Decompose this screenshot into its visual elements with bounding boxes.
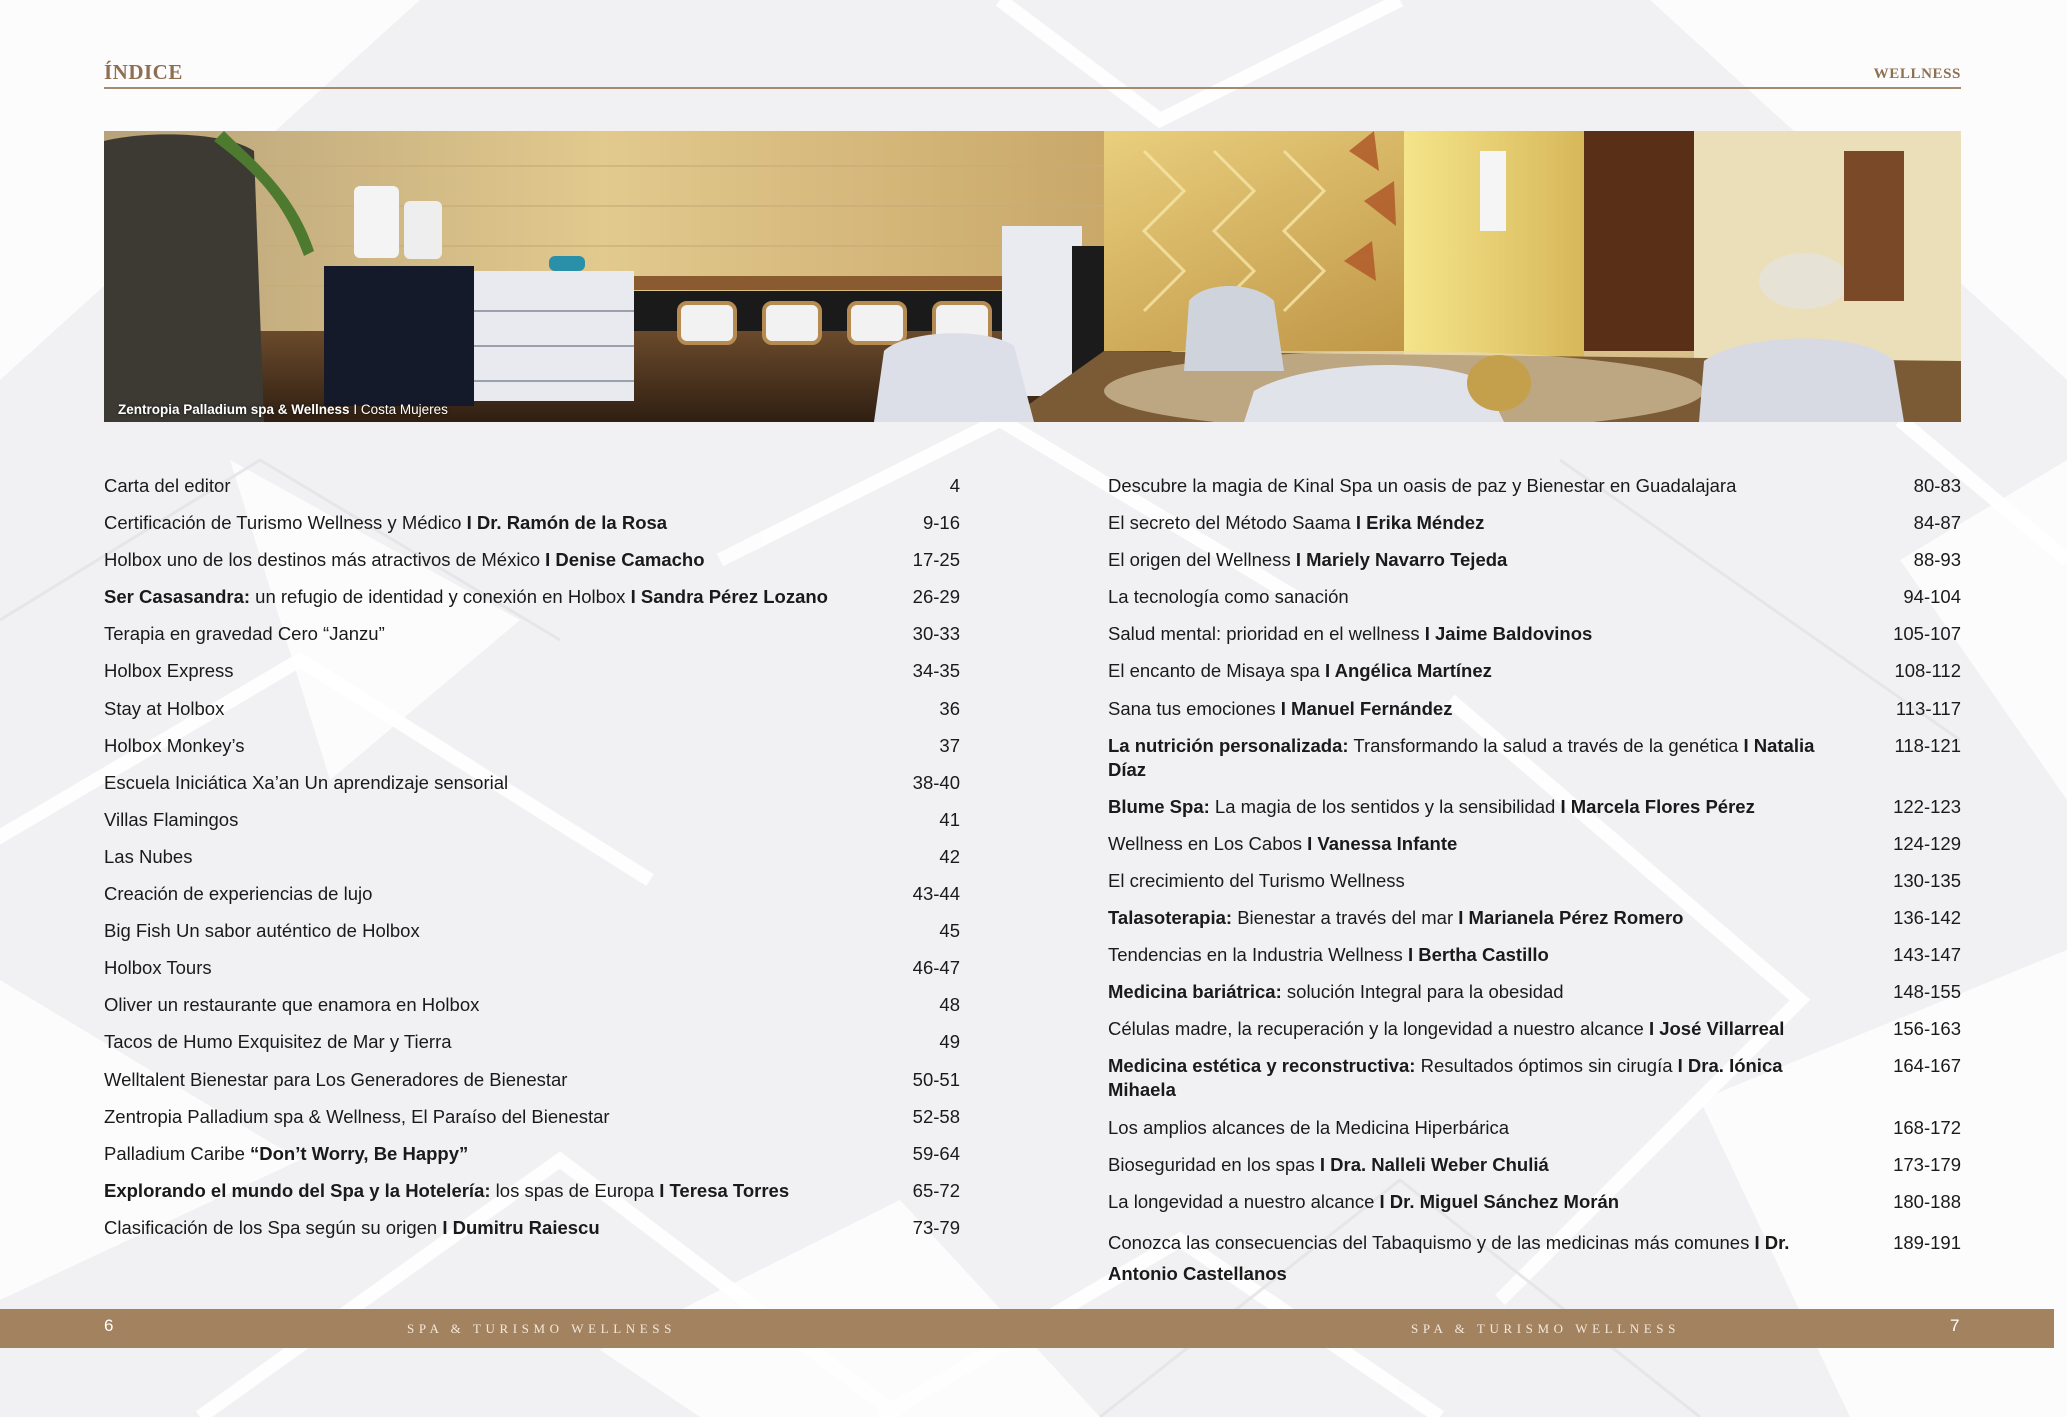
toc-entry-title	[104, 993, 960, 1017]
toc-entry[interactable]	[104, 1030, 960, 1054]
toc-entry-highlight: Medicina estética y reconstructiva:	[1108, 1055, 1416, 1077]
toc-entry-pages: 124-129	[1893, 832, 1961, 854]
toc-entry-text: Palladium Caribe	[104, 1142, 251, 1164]
toc-entry[interactable]	[1108, 869, 1961, 893]
toc-entry-text: La tecnología como sanación	[1108, 586, 1349, 608]
toc-entry-highlight: I Bertha Castillo	[1407, 944, 1549, 966]
toc-entry-title	[1108, 659, 1961, 683]
toc-entry-highlight: Ser Casasandra:	[104, 586, 251, 608]
toc-entry[interactable]	[104, 919, 960, 943]
toc-entry-title	[1108, 734, 1961, 782]
toc-entry-pages: 130-135	[1893, 869, 1961, 891]
toc-entry-text: Clasificación de los Spa según su origen	[104, 1216, 443, 1238]
toc-entry-title	[104, 474, 960, 498]
toc-entry-text: Certificación de Turismo Wellness y Médico	[104, 512, 467, 534]
toc-entry-title	[1108, 1116, 1961, 1140]
toc-entry-text: Zentropia Palladium spa & Wellness, El Paraíso del Bienestar	[104, 1105, 610, 1127]
toc-entry-pages: 108-112	[1894, 660, 1961, 682]
toc-entry-text: El origen del Wellness	[1108, 549, 1296, 571]
toc-entry[interactable]	[104, 474, 960, 498]
section-label: WELLNESS	[1873, 66, 1961, 82]
toc-entry-highlight: I Dr. Ramón de la Rosa	[466, 512, 668, 534]
toc-entry-text: Salud mental: prioridad en el wellness	[1108, 623, 1425, 645]
toc-entry-pages: 34-35	[912, 660, 960, 682]
toc-entry-highlight: I José Villarreal	[1648, 1018, 1785, 1040]
toc-entry-pages: 105-107	[1893, 623, 1961, 645]
page-number-right: 7	[1950, 1316, 1960, 1335]
toc-entry[interactable]	[1108, 1116, 1961, 1140]
toc-entry-text: Tacos de Humo Exquisitez de Mar y Tierra	[104, 1031, 452, 1053]
toc-entry[interactable]	[104, 1105, 960, 1129]
toc-entry-text: Tendencias en la Industria Wellness	[1108, 944, 1408, 966]
toc-entry-text: Wellness en Los Cabos	[1108, 832, 1308, 854]
toc-entry-pages: 48	[939, 994, 960, 1016]
toc-entry-pages: 180-188	[1893, 1190, 1961, 1212]
toc-entry[interactable]	[104, 771, 960, 795]
toc-entry-title	[104, 1105, 960, 1129]
toc-entry-pages: 156-163	[1893, 1018, 1961, 1040]
hero-photo	[104, 131, 1961, 422]
toc-entry-title	[1108, 980, 1961, 1004]
toc-entry[interactable]	[1108, 585, 1961, 609]
toc-entry-title	[1108, 1190, 1961, 1214]
toc-entry-pages: 45	[939, 920, 960, 942]
toc-entry-text: Sana tus emociones	[1108, 697, 1281, 719]
toc-entry-pages: 122-123	[1893, 795, 1961, 817]
toc-entry[interactable]	[104, 511, 960, 535]
toc-entry-pages: 52-58	[912, 1105, 960, 1127]
toc-entry-text: Terapia en gravedad Cero “Janzu”	[104, 623, 385, 645]
toc-entry[interactable]	[1108, 906, 1961, 930]
toc-entry-title	[104, 1068, 960, 1092]
toc-entry-highlight: I Dr. Miguel Sánchez Morán	[1379, 1190, 1620, 1212]
toc-entry[interactable]	[104, 1216, 960, 1240]
toc-entry-highlight: I Dumitru Raiescu	[442, 1216, 600, 1238]
toc-entry-pages: 50-51	[912, 1068, 960, 1090]
toc-entry-highlight: I Natalia Díaz	[1108, 734, 1815, 780]
toc-entry-title	[104, 1179, 960, 1203]
toc-entry[interactable]	[1108, 832, 1961, 856]
toc-entry-pages: 143-147	[1893, 944, 1961, 966]
toc-entry-text: Los amplios alcances de la Medicina Hiperbárica	[1108, 1116, 1510, 1138]
toc-entry[interactable]	[104, 808, 960, 832]
toc-entry-title	[104, 882, 960, 906]
toc-entry-text: Big Fish Un sabor auténtico de Holbox	[104, 920, 420, 942]
toc-entry-pages: 94-104	[1903, 586, 1961, 608]
toc-left-column	[104, 474, 960, 1253]
toc-entry[interactable]	[104, 697, 960, 721]
toc-entry-highlight: Explorando el mundo del Spa y la Hotelería:	[104, 1179, 491, 1201]
toc-entry-text: Conozca las consecuencias del Tabaquismo y de las medicinas más comunes	[1108, 1231, 1755, 1253]
toc-entry-title	[104, 585, 960, 609]
toc-entry-title	[1108, 511, 1961, 535]
toc-entry-pages: 164-167	[1893, 1055, 1961, 1077]
toc-entry-text: El secreto del Método Saama	[1108, 512, 1356, 534]
toc-entry-text: solución Integral para la obesidad	[1281, 981, 1564, 1003]
toc-entry[interactable]	[1108, 697, 1961, 721]
toc-entry-title	[1108, 622, 1961, 646]
toc-entry-pages: 42	[939, 845, 960, 867]
toc-entry-pages: 30-33	[912, 623, 960, 645]
toc-entry[interactable]	[104, 622, 960, 646]
toc-entry-pages: 38-40	[912, 771, 960, 793]
toc-entry-pages: 36	[939, 697, 960, 719]
toc-entry-text: Las Nubes	[104, 845, 193, 867]
toc-entry[interactable]	[1108, 1054, 1961, 1102]
toc-entry-title	[1108, 697, 1961, 721]
toc-entry[interactable]	[104, 956, 960, 980]
toc-entry-highlight: I Angélica Martínez	[1325, 660, 1492, 682]
footer-bar	[0, 1309, 2054, 1348]
toc-entry-text: Welltalent Bienestar para Los Generadores de Bienestar	[104, 1068, 568, 1090]
toc-entry[interactable]	[104, 845, 960, 869]
toc-entry-text: Holbox uno de los destinos más atractivos de México	[104, 549, 546, 571]
toc-entry-pages: 148-155	[1893, 981, 1961, 1003]
toc-entry-text: los spas de Europa	[490, 1179, 660, 1201]
toc-entry-title	[1108, 1017, 1961, 1041]
toc-entry-text: La magia de los sentidos y la sensibilidad	[1209, 795, 1561, 817]
toc-entry-title	[104, 771, 960, 795]
hero-caption	[118, 402, 448, 417]
toc-entry-highlight: I Mariely Navarro Tejeda	[1295, 549, 1508, 571]
toc-entry-title	[104, 1030, 960, 1054]
toc-entry[interactable]	[1108, 980, 1961, 1004]
toc-entry-pages: 73-79	[912, 1216, 960, 1238]
toc-entry[interactable]	[1108, 1227, 1961, 1289]
spa-interior-illustration	[104, 131, 1961, 422]
toc-entry-title	[104, 697, 960, 721]
toc-entry-title	[104, 919, 960, 943]
toc-entry-pages: 173-179	[1893, 1153, 1961, 1175]
toc-entry-highlight: Medicina bariátrica:	[1108, 981, 1282, 1003]
toc-entry-pages: 4	[949, 475, 960, 496]
toc-entry-text: Holbox Monkey’s	[104, 734, 245, 756]
toc-entry-pages: 59-64	[912, 1142, 960, 1164]
toc-entry[interactable]	[104, 1179, 960, 1203]
toc-entry-text: Escuela Iniciática Xa’an Un aprendizaje sensorial	[104, 771, 509, 793]
toc-entry-text: Resultados óptimos sin cirugía	[1415, 1055, 1678, 1077]
toc-entry-text: Villas Flamingos	[104, 808, 239, 830]
toc-entry-title	[104, 1216, 960, 1240]
toc-entry-pages: 9-16	[922, 512, 960, 534]
toc-entry[interactable]	[1108, 1190, 1961, 1214]
toc-entry-text: Oliver un restaurante que enamora en Holbox	[104, 994, 480, 1016]
toc-entry-title	[1108, 548, 1961, 572]
toc-entry-title	[104, 956, 960, 980]
toc-entry-title	[104, 808, 960, 832]
toc-entry-highlight: Blume Spa:	[1108, 795, 1210, 817]
toc-entry[interactable]	[1108, 1153, 1961, 1177]
toc-entry-title	[1108, 943, 1961, 967]
toc-entry-highlight: Talasoterapia:	[1108, 907, 1233, 929]
toc-entry-title	[104, 659, 960, 683]
toc-entry-highlight: I Marianela Pérez Romero	[1458, 907, 1684, 929]
toc-entry-title	[104, 622, 960, 646]
toc-entry[interactable]	[1108, 548, 1961, 572]
toc-entry-pages: 37	[939, 734, 960, 756]
toc-entry[interactable]	[1108, 734, 1961, 782]
toc-entry[interactable]	[1108, 659, 1961, 683]
toc-entry-pages: 84-87	[1913, 512, 1961, 534]
toc-entry-highlight: I Jaime Baldovinos	[1424, 623, 1593, 645]
toc-entry-highlight: I Dra. Iónica Mihaela	[1108, 1055, 1783, 1101]
toc-entry[interactable]	[1108, 622, 1961, 646]
toc-entry-text: un refugio de identidad y conexión en Holbox	[250, 586, 631, 608]
toc-entry-text: Bioseguridad en los spas	[1108, 1153, 1320, 1175]
toc-entry-pages: 17-25	[912, 549, 960, 571]
toc-entry[interactable]	[104, 585, 960, 609]
toc-entry-title	[1108, 1227, 1961, 1289]
toc-entry-highlight: I Denise Camacho	[545, 549, 705, 571]
toc-entry-highlight: I Dra. Nalleli Weber Chuliá	[1319, 1153, 1549, 1175]
toc-entry-pages: 26-29	[912, 586, 960, 608]
toc-entry-pages: 136-142	[1893, 907, 1961, 929]
toc-entry-pages: 113-117	[1895, 697, 1961, 719]
toc-entry-title	[104, 511, 960, 535]
toc-entry[interactable]	[104, 882, 960, 906]
footer-brand-left: SPA & TURISMO WELLNESS	[407, 1321, 676, 1336]
toc-entry-pages: 46-47	[912, 957, 960, 979]
toc-entry-highlight: “Don’t Worry, Be Happy”	[250, 1142, 469, 1164]
toc-entry[interactable]	[1108, 795, 1961, 819]
toc-entry-highlight: La nutrición personalizada:	[1108, 734, 1349, 756]
toc-entry-text: Transformando la salud a través de la genética	[1348, 734, 1744, 756]
toc-entry[interactable]	[1108, 511, 1961, 535]
toc-entry[interactable]	[104, 734, 960, 758]
toc-right-column	[1108, 474, 1961, 1302]
toc-entry-text: Bienestar a través del mar	[1232, 907, 1459, 929]
toc-entry-title	[104, 548, 960, 572]
toc-entry[interactable]	[1108, 474, 1961, 498]
toc-entry-text: Descubre la magia de Kinal Spa un oasis de paz y Bienestar en Guadalajara	[1108, 475, 1737, 496]
toc-entry-text: Carta del editor	[104, 475, 231, 496]
toc-entry-pages: 168-172	[1893, 1116, 1961, 1138]
toc-entry[interactable]	[1108, 943, 1961, 967]
toc-entry-text: El crecimiento del Turismo Wellness	[1108, 869, 1405, 891]
toc-entry[interactable]	[104, 1068, 960, 1092]
toc-entry-title	[1108, 832, 1961, 856]
hero-caption-location: I Costa Mujeres	[349, 402, 448, 417]
toc-entry-text: El encanto de Misaya spa	[1108, 660, 1325, 682]
toc-entry[interactable]	[104, 993, 960, 1017]
toc-entry-title	[1108, 1153, 1961, 1177]
toc-entry-text: Células madre, la recuperación y la longevidad a nuestro alcance	[1108, 1018, 1649, 1040]
toc-entry-pages: 118-121	[1894, 734, 1961, 756]
toc-entry-highlight: I Marcela Flores Pérez	[1560, 795, 1755, 817]
hero-caption-name: Zentropia Palladium spa & Wellness	[118, 402, 350, 417]
toc-entry-pages: 88-93	[1913, 549, 1961, 571]
header-divider	[104, 87, 1961, 89]
page-number-left: 6	[104, 1316, 114, 1335]
toc-entry-highlight: I Dr. Antonio Castellanos	[1108, 1231, 1790, 1284]
toc-entry-pages: 189-191	[1893, 1231, 1961, 1253]
toc-entry-text: Holbox Tours	[104, 957, 212, 979]
toc-entry-highlight: I Teresa Torres	[659, 1179, 790, 1201]
toc-entry[interactable]	[1108, 1017, 1961, 1041]
toc-entry-title	[1108, 795, 1961, 819]
footer-brand-right: SPA & TURISMO WELLNESS	[1411, 1321, 1680, 1336]
toc-entry-title	[1108, 869, 1961, 893]
toc-entry-title	[104, 845, 960, 869]
toc-entry-title	[104, 734, 960, 758]
toc-entry-title	[1108, 585, 1961, 609]
toc-entry-title	[1108, 474, 1961, 498]
toc-entry-pages: 65-72	[912, 1179, 960, 1201]
toc-entry-highlight: I Erika Méndez	[1355, 512, 1485, 534]
toc-entry-pages: 80-83	[1913, 475, 1961, 496]
toc-entry-text: Holbox Express	[104, 660, 234, 682]
page-title: ÍNDICE	[104, 60, 183, 84]
toc-entry-text: La longevidad a nuestro alcance	[1108, 1190, 1380, 1212]
toc-entry[interactable]	[104, 1142, 960, 1166]
toc-entry-highlight: I Vanessa Infante	[1307, 832, 1458, 854]
toc-entry-highlight: I Manuel Fernández	[1280, 697, 1453, 719]
toc-entry-pages: 43-44	[912, 883, 960, 905]
toc-entry[interactable]	[104, 548, 960, 572]
toc-entry-pages: 49	[939, 1031, 960, 1053]
toc-entry-title	[104, 1142, 960, 1166]
toc-entry-text: Creación de experiencias de lujo	[104, 883, 373, 905]
toc-entry-highlight: I Sandra Pérez Lozano	[630, 586, 828, 608]
toc-entry-text: Stay at Holbox	[104, 697, 225, 719]
toc-entry-title	[1108, 906, 1961, 930]
toc-entry-title	[1108, 1054, 1961, 1102]
toc-entry-pages: 41	[939, 808, 960, 830]
toc-entry[interactable]	[104, 659, 960, 683]
